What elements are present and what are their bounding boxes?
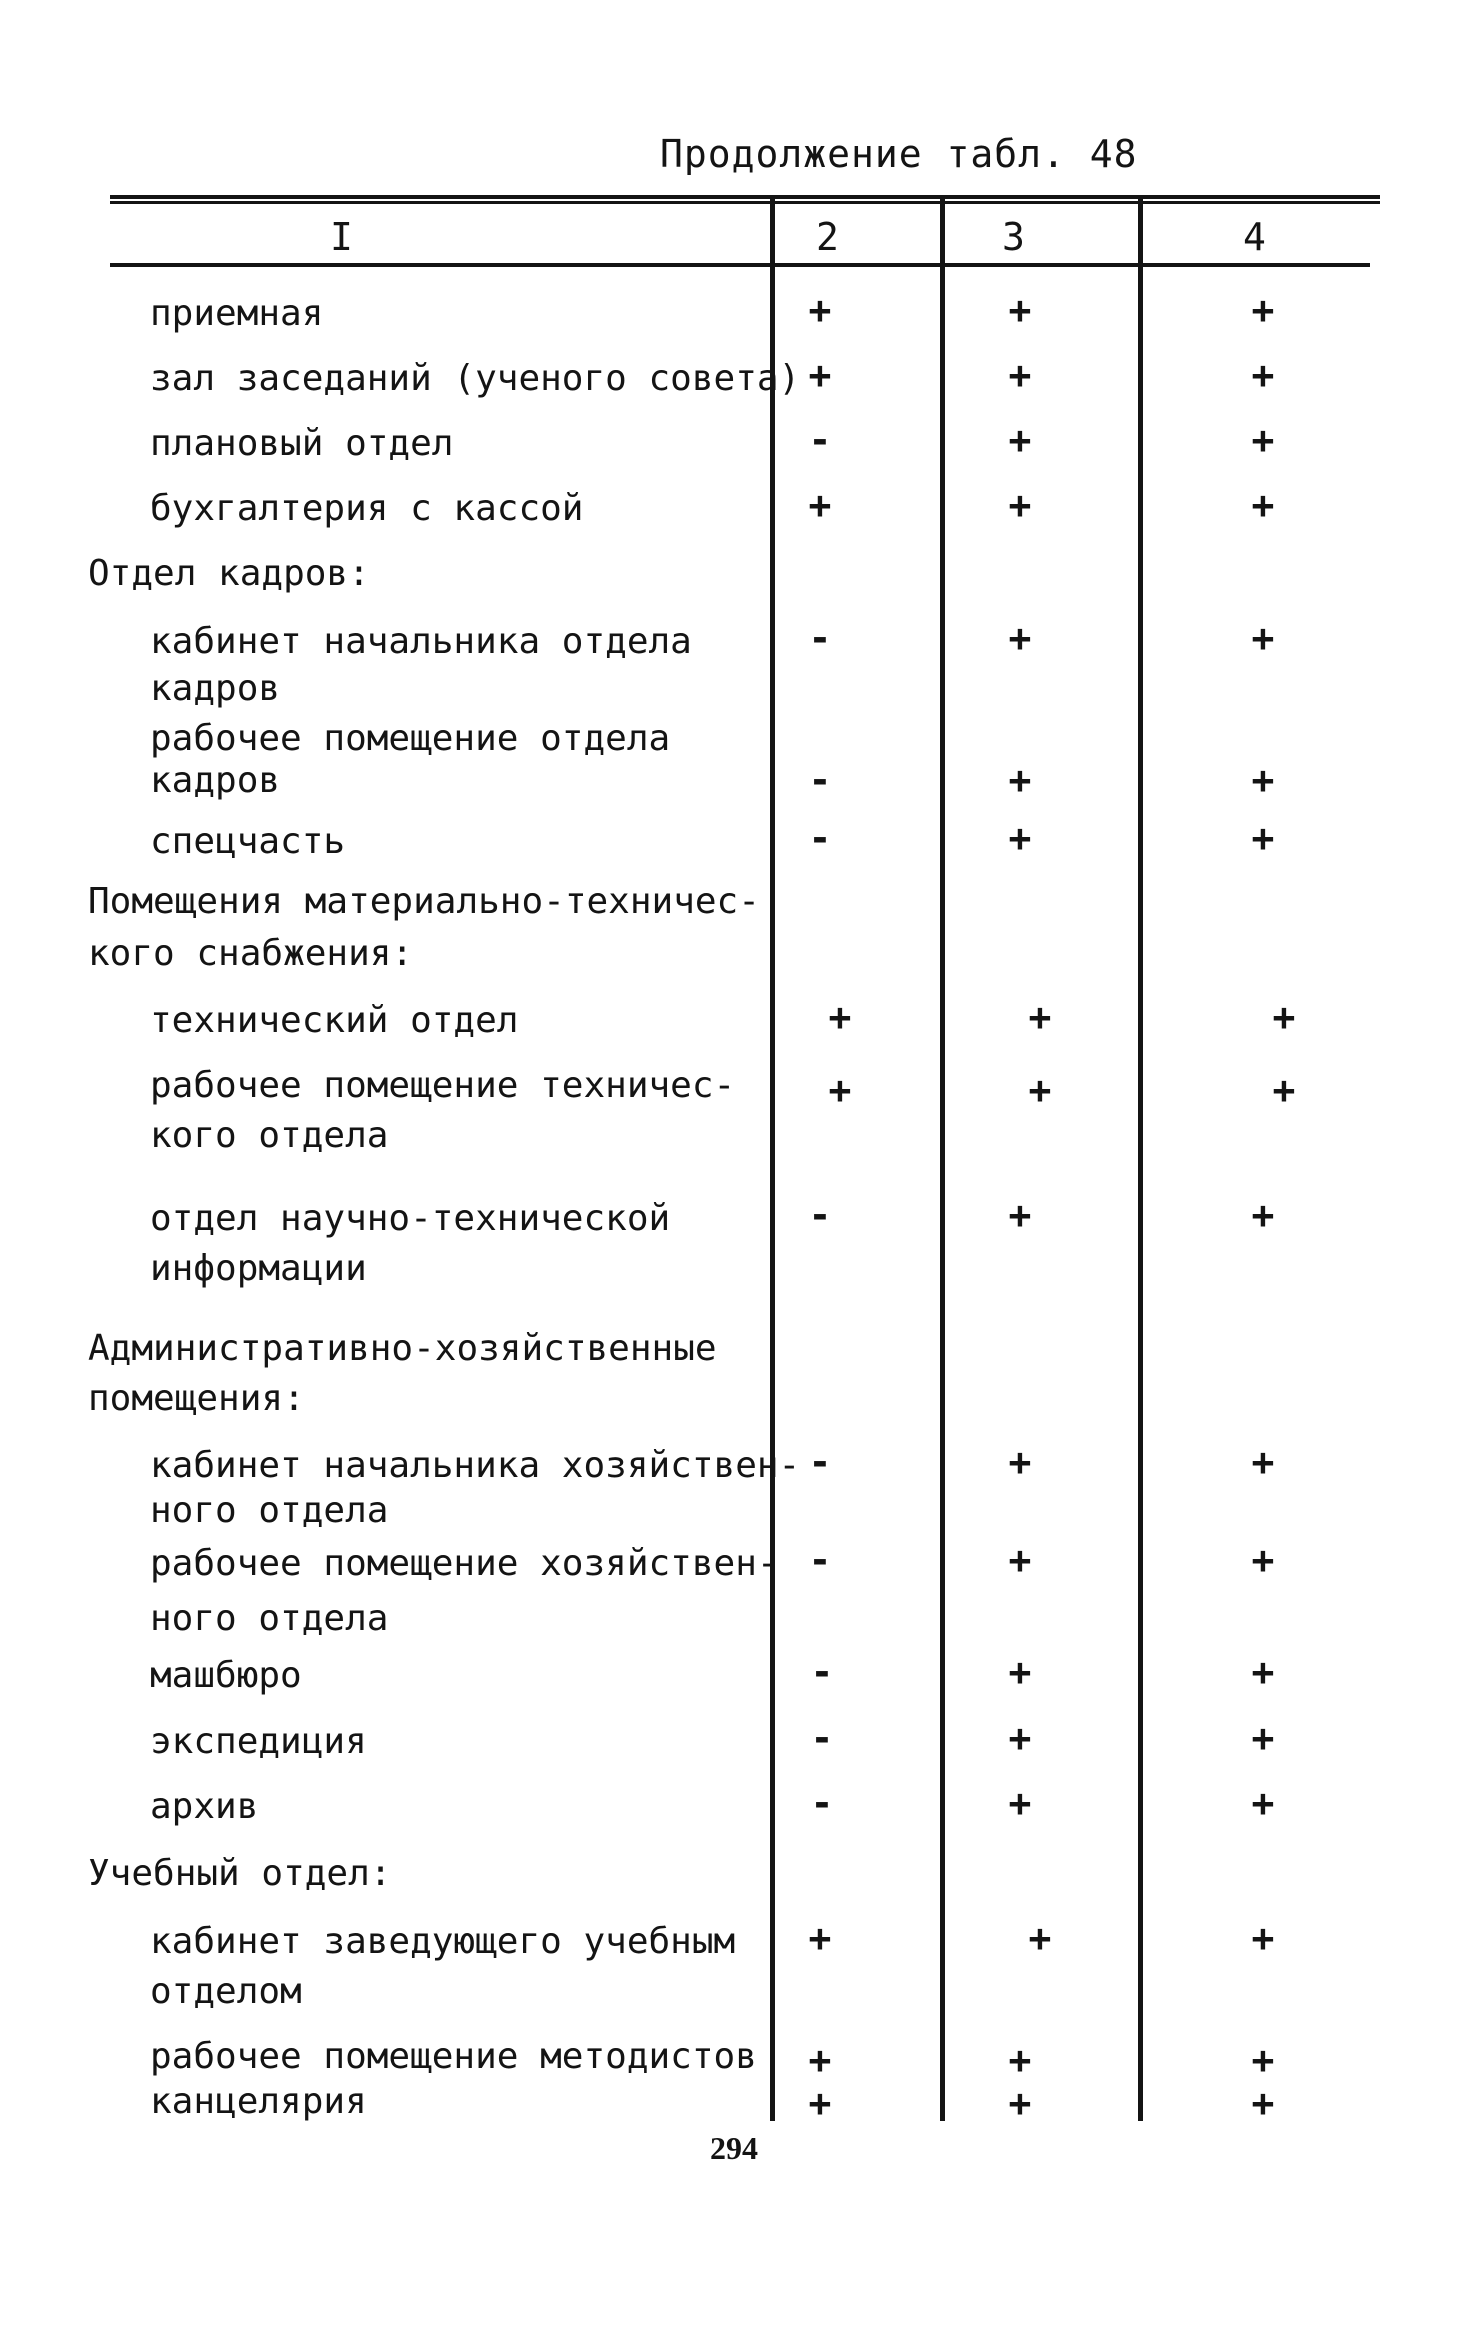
row-mark-col4: + — [1251, 1650, 1275, 1694]
row-mark-col4: + — [1251, 816, 1275, 860]
row-mark-col4: + — [1251, 758, 1275, 802]
row-mark-col3: + — [1008, 353, 1032, 397]
row-label: рабочее помещение методистов — [150, 2036, 757, 2077]
column-header-3: 3 — [1002, 215, 1025, 259]
table-top-rule-second — [110, 201, 1380, 204]
row-mark-col3: + — [1008, 2038, 1032, 2082]
row-label: приемная — [150, 293, 324, 334]
row-mark-col2: + — [808, 2081, 832, 2125]
row-mark-col2: + — [808, 483, 832, 527]
row-label: бухгалтерия с кассой — [150, 488, 584, 529]
row-mark-col4: + — [1251, 2038, 1275, 2082]
row-mark-col4: + — [1251, 1538, 1275, 1582]
row-mark-col2: - — [810, 1716, 834, 1760]
column-header-4: 4 — [1243, 215, 1266, 259]
row-mark-col3: + — [1008, 1440, 1032, 1484]
column-divider-1 — [770, 198, 775, 2121]
row-mark-col2: - — [810, 1781, 834, 1825]
row-mark-col3: + — [1008, 1650, 1032, 1694]
row-mark-col3: + — [1008, 1193, 1032, 1237]
row-mark-col4: + — [1251, 353, 1275, 397]
row-mark-col2: + — [808, 353, 832, 397]
row-label: технический отдел — [150, 1000, 519, 1041]
column-divider-3 — [1138, 198, 1143, 2121]
row-mark-col2: + — [808, 1916, 832, 1960]
table-header-rule — [110, 263, 1370, 267]
row-mark-col4: + — [1251, 1440, 1275, 1484]
row-mark-col3: + — [1008, 288, 1032, 332]
row-label-cont: отделом — [150, 1971, 302, 2012]
row-mark-col3: + — [1008, 1781, 1032, 1825]
row-label: кабинет начальника хозяйствен- — [150, 1445, 801, 1486]
row-mark-col3: + — [1008, 1716, 1032, 1760]
row-mark-col3: + — [1008, 2081, 1032, 2125]
row-label: зал заседаний (ученого совета) — [150, 358, 801, 399]
row-label: рабочее помещение хозяйствен- — [150, 1543, 779, 1584]
row-mark-col2: - — [808, 1440, 832, 1484]
row-mark-col4: + — [1272, 995, 1296, 1039]
row-mark-col3: + — [1028, 1916, 1052, 1960]
row-mark-col3: + — [1008, 816, 1032, 860]
row-label: плановый отдел — [150, 423, 454, 464]
row-label: рабочее помещение отдела — [150, 718, 671, 759]
section-heading-cont: кого снабжения: — [88, 933, 414, 974]
row-mark-col3: + — [1008, 616, 1032, 660]
row-mark-col4: + — [1251, 1193, 1275, 1237]
row-mark-col4: + — [1251, 483, 1275, 527]
row-mark-col2: - — [808, 418, 832, 462]
row-mark-col2: + — [808, 2038, 832, 2082]
row-mark-col4: + — [1251, 2081, 1275, 2125]
row-label: экспедиция — [150, 1721, 367, 1762]
row-mark-col3: + — [1008, 758, 1032, 802]
page-number: 294 — [710, 2130, 758, 2166]
row-label: машбюро — [150, 1655, 302, 1696]
row-mark-col4: + — [1251, 616, 1275, 660]
row-label-cont: кадров — [150, 668, 281, 709]
section-heading-cont: помещения: — [88, 1378, 305, 1419]
row-mark-col4: + — [1251, 288, 1275, 332]
row-mark-col2: - — [808, 816, 832, 860]
row-label: кабинет заведующего учебным — [150, 1921, 736, 1962]
row-label-cont: ного отдела — [150, 1490, 389, 1531]
row-mark-col2: - — [808, 616, 832, 660]
row-mark-col3: + — [1008, 418, 1032, 462]
column-header-1: I — [330, 215, 353, 259]
row-mark-col2: + — [828, 1068, 852, 1112]
row-mark-col2: - — [808, 1193, 832, 1237]
row-mark-col2: + — [828, 995, 852, 1039]
row-mark-col4: + — [1251, 418, 1275, 462]
row-mark-col3: + — [1028, 1068, 1052, 1112]
row-mark-col3: + — [1008, 483, 1032, 527]
section-heading: Отдел кадров: — [88, 553, 370, 594]
section-heading: Помещения материально-техничес- — [88, 881, 760, 922]
row-label-cont: информации — [150, 1248, 367, 1289]
row-label: рабочее помещение техничес- — [150, 1065, 736, 1106]
row-mark-col4: + — [1251, 1716, 1275, 1760]
column-divider-2 — [940, 198, 945, 2121]
row-label-cont: ного отдела — [150, 1598, 389, 1639]
row-label: отдел научно-технической — [150, 1198, 671, 1239]
section-heading: Административно-хозяйственные — [88, 1328, 717, 1369]
row-mark-col2: + — [808, 288, 832, 332]
row-mark-col2: - — [810, 1650, 834, 1694]
row-mark-col4: + — [1272, 1068, 1296, 1112]
row-mark-col3: + — [1028, 995, 1052, 1039]
row-mark-col4: + — [1251, 1781, 1275, 1825]
row-mark-col3: + — [1008, 1538, 1032, 1582]
row-label: архив — [150, 1786, 259, 1827]
row-label-cont: кого отдела — [150, 1115, 389, 1156]
row-label-cont: кадров — [150, 760, 281, 801]
table-caption: Продолжение табл. 48 — [660, 132, 1138, 176]
section-heading: Учебный отдел: — [88, 1853, 392, 1894]
row-mark-col2: - — [808, 1538, 832, 1582]
row-label: канцелярия — [150, 2081, 367, 2122]
column-header-2: 2 — [816, 215, 839, 259]
row-mark-col4: + — [1251, 1916, 1275, 1960]
row-label: кабинет начальника отдела — [150, 621, 692, 662]
row-label: спецчасть — [150, 821, 346, 862]
table-top-rule — [110, 195, 1380, 199]
row-mark-col2: - — [808, 758, 832, 802]
